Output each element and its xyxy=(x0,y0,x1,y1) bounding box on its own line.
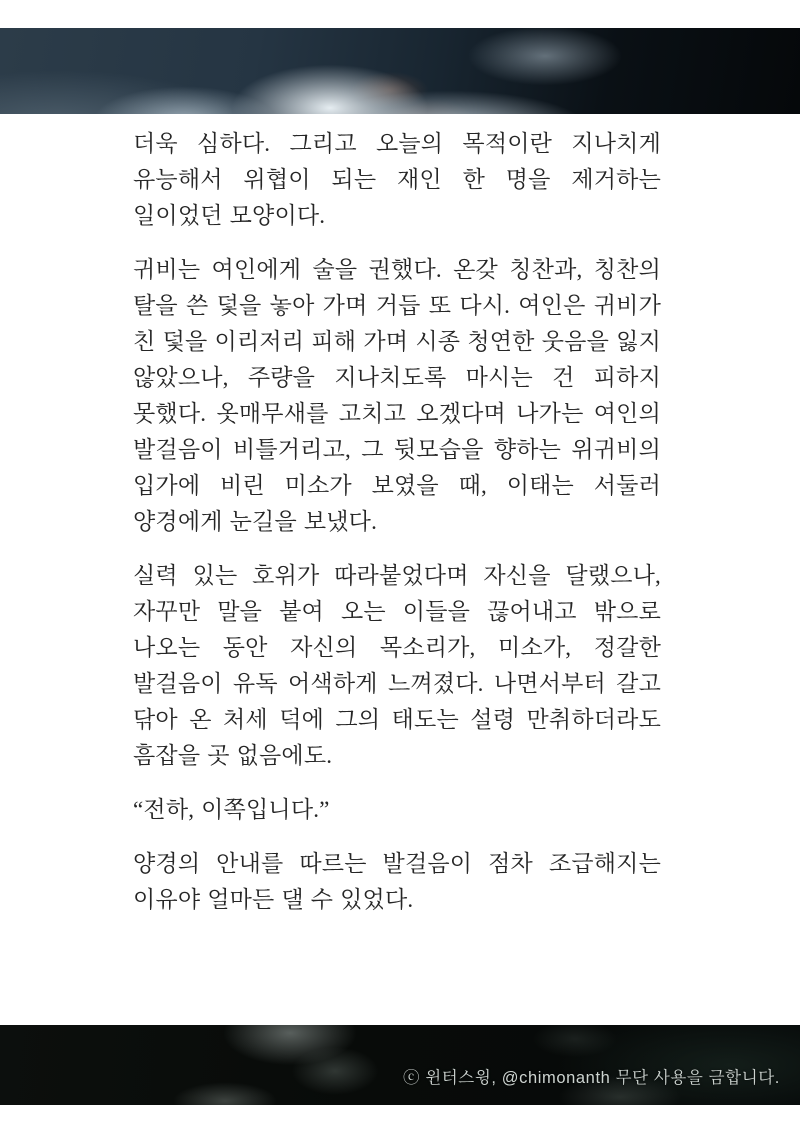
paragraph-5: 양경의 안내를 따르는 발걸음이 점차 조급해지는 이유야 얼마든 댈 수 있었다. xyxy=(133,851,661,912)
paragraph-2: 귀비는 여인에게 술을 권했다. 온갖 칭찬과, 칭찬의 탈을 쓴 덫을 놓아 가며 거듭 또 다시. 여인은 귀비가 친 덫을 이리저리 피해 가며 시종 청연한 웃음을 잃지 않았으나, 주량을 지나치도록 마시는 건 피하지 못했다. 옷매무새를 고치고 오겠다며 나가는 여인의 발걸음이 비틀거리고, 그 뒷모습을 향하는 위귀비의 입가에 비린 미소가 보였을 때, 이태는 서둘러 양경에게 눈길을 보냈다. xyxy=(133,257,661,534)
copyright-notice: ⓒ 윈터스윙, @chimonanth 무단 사용을 금합니다. xyxy=(402,1069,780,1087)
story-text-block xyxy=(133,126,661,918)
paragraph-4-dialogue: “전하, 이쪽입니다.” xyxy=(133,797,330,822)
paragraph-3: 실력 있는 호위가 따라붙었다며 자신을 달랬으나, 자꾸만 말을 붙여 오는 이들을 끊어내고 밖으로 나오는 동안 자신의 목소리가, 미소가, 정갈한 발걸음이 유독 어색하게 느껴졌다. 나면서부터 갈고 닦아 온 처세 덕에 그의 태도는 설령 만취하더라도 흠잡을 곳 없음에도. xyxy=(133,563,661,768)
photo-banner-bottom xyxy=(0,1025,800,1105)
snow-photo-banner-top xyxy=(0,28,800,114)
paragraph-1: 더욱 심하다. 그리고 오늘의 목적이란 지나치게 유능해서 위협이 되는 재인 한 명을 제거하는 일이었던 모양이다. xyxy=(133,131,661,228)
